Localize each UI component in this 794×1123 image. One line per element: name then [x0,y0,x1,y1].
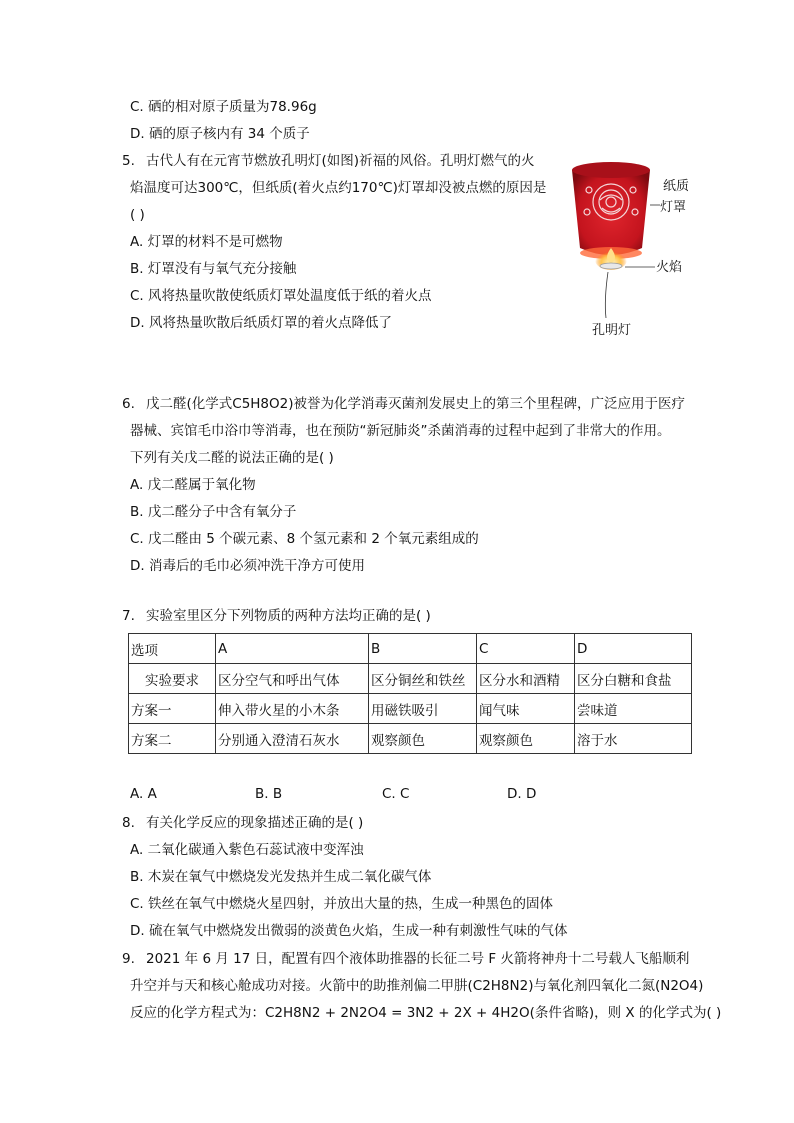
q9-number: 9. [122,951,135,967]
table-cell: B [369,634,477,664]
q5-option-a: A. 灯罩的材料不是可燃物 [130,234,283,250]
q6-option-b: B. 戊二醛分子中含有氧分子 [130,504,297,520]
q5-option-d: D. 风将热量吹散后纸质灯罩的着火点降低了 [130,315,392,331]
q7-answer-c: C. C [382,786,410,802]
table-row [129,694,692,724]
table-cell: 用磁铁吸引 [369,694,477,724]
label-lantern: 孔明灯 [592,323,632,338]
table-cell: C [477,634,575,664]
q5-blank: ( ) [130,207,145,223]
q6-option-d: D. 消毒后的毛巾必须冲洗干净方可使用 [130,558,365,574]
table-cell: 观察颜色 [369,724,477,754]
table-cell: A [216,634,369,664]
table-cell: 选项 [129,634,216,664]
q6-stem-line1: 6. 戊二醛(化学式C5H8O2)被誉为化学消毒灭菌剂发展史上的第三个里程碑，广泛应用于医疗 [122,396,686,412]
table-row [129,664,692,694]
table-row [129,724,692,754]
q7-number: 7. [122,608,135,624]
table-cell: 伸入带火星的小木条 [216,694,369,724]
table-cell: D [575,634,692,664]
q7-options-table [128,633,692,754]
label-flame: 火焰 [656,260,683,275]
table-cell: 溶于水 [575,724,692,754]
table-cell: 区分空气和呼出气体 [216,664,369,694]
table-cell: 分别通入澄清石灰水 [216,724,369,754]
table-cell: 观察颜色 [477,724,575,754]
table-cell: 区分白糖和食盐 [575,664,692,694]
table-cell: 闻气味 [477,694,575,724]
q7-answer-b: B. B [255,786,283,802]
q8-option-a: A. 二氧化碳通入紫色石蕊试液中变浑浊 [130,842,364,858]
q6-stem-line2: 器械、宾馆毛巾浴巾等消毒，也在预防“新冠肺炎”杀菌消毒的过程中起到了非常大的作用。 [130,423,671,439]
q5-option-c: C. 风将热量吹散使纸质灯罩处温度低于纸的着火点 [130,288,432,304]
q8-number: 8. [122,815,135,831]
label-paper-2: 灯罩 [660,200,687,215]
q7-answers [130,786,650,804]
q8-option-b: B. 木炭在氧气中燃烧发光发热并生成二氧化碳气体 [130,869,432,885]
q7-answer-d: D. D [507,786,537,802]
q4-option-d: D. 硒的原子核内有 34 个质子 [130,126,310,142]
q5-number: 5. [122,153,135,169]
q5-option-b: B. 灯罩没有与氧气充分接触 [130,261,297,277]
label-paper-1: 纸质 [663,179,690,194]
q9-stem-line2: 升空并与天和核心舱成功对接。火箭中的助推剂偏二甲肼(C2H8N2)与氧化剂四氧化二氮(N2O4) [130,978,704,994]
q7-answer-a: A. A [130,786,157,802]
table-cell: 实验要求 [129,664,216,694]
table-cell: 尝味道 [575,694,692,724]
q4-option-c: C. 硒的相对原子质量为78.96g [130,99,317,115]
q6-option-c: C. 戊二醛由 5 个碳元素、8 个氢元素和 2 个氧元素组成的 [130,531,479,547]
q8-option-c: C. 铁丝在氧气中燃烧火星四射，并放出大量的热，生成一种黑色的固体 [130,896,554,912]
q5-stem-line1: 5. 古代人有在元宵节燃放孔明灯(如图)祈福的风俗。孔明灯燃气的火 [122,153,535,169]
q9-stem-line3: 反应的化学方程式为：C2H8N2 + 2N2O4 = 3N2 + 2X + 4H2O(条件省略)，则 X 的化学式为( ) [130,1005,722,1021]
q9-stem-line1: 9. 2021 年 6 月 17 日，配置有四个液体助推器的长征二号 F 火箭将神舟十二号载人飞船顺利 [122,951,690,967]
kongming-lantern-figure [560,150,710,340]
q8-option-d: D. 硫在氧气中燃烧发出微弱的淡黄色火焰，生成一种有刺激性气味的气体 [130,923,568,939]
q5-stem-line2: 焰温度可达300℃，但纸质(着火点约170℃)灯罩却没被点燃的原因是 [130,180,547,196]
table-cell: 方案二 [129,724,216,754]
q7-stem: 7. 实验室里区分下列物质的两种方法均正确的是( ) [122,608,431,624]
q8-stem: 8. 有关化学反应的现象描述正确的是( ) [122,815,364,831]
table-cell: 区分水和酒精 [477,664,575,694]
q6-option-a: A. 戊二醛属于氧化物 [130,477,256,493]
q6-stem-line3: 下列有关戊二醛的说法正确的是( ) [130,450,334,466]
table-header-row [129,634,692,664]
q6-number: 6. [122,396,135,412]
table-cell: 方案一 [129,694,216,724]
table-cell: 区分铜丝和铁丝 [369,664,477,694]
